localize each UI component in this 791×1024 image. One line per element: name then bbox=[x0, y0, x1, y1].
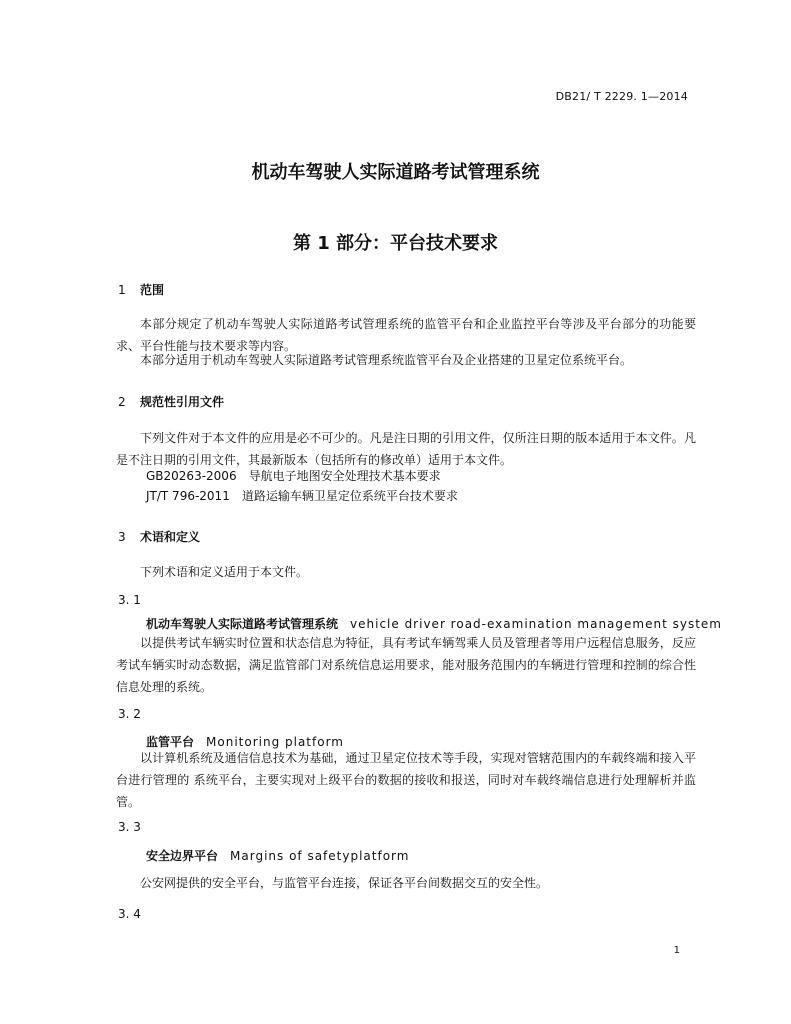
section-heading-scope bbox=[118, 281, 164, 298]
section-number: 1 bbox=[118, 283, 126, 297]
section-number: 3 bbox=[118, 530, 126, 544]
references-paragraph: 下列文件对于本文件的应用是必不可少的。凡是注日期的引用文件，仅所注日期的版本适用于本文件。凡是不注日期的引用文件，其最新版本（包括所有的修改单）适用于本文件。 bbox=[116, 431, 696, 467]
scope-paragraph-1: 本部分规定了机动车驾驶人实际道路考试管理系统的监管平台和企业监控平台等涉及平台部分的功能要求、平台性能与技术要求等内容。 bbox=[116, 317, 696, 353]
scope-paragraph-2: 本部分适用于机动车驾驶人实际道路考试管理系统监管平台及企业搭建的卫星定位系统平台。 bbox=[140, 353, 633, 367]
term-definition: 以提供考试车辆实时位置和状态信息为特征，具有考试车辆驾乘人员及管理者等用户远程信息服务，反应考试车辆实时动态数据，满足监管部门对系统信息运用要求，能对服务范围内的车辆进行管理和控制的综合性信息处理的系统。 bbox=[116, 636, 696, 694]
reference-item-jt796: JT/T 796-2011 道路运输车辆卫星定位系统平台技术要求 bbox=[146, 489, 458, 503]
section-title: 范围 bbox=[140, 283, 165, 297]
section-heading-terms bbox=[118, 528, 200, 545]
term-zh: 机动车驾驶人实际道路考试管理系统 bbox=[146, 617, 339, 631]
term-number: 3. 3 bbox=[118, 820, 141, 834]
section-heading-normative-references bbox=[118, 393, 224, 410]
standard-code: DB21/ T 2229. 1—2014 bbox=[555, 90, 688, 103]
page-number: 1 bbox=[673, 945, 680, 956]
reference-item-gb20263: GB20263-2006 导航电子地图安全处理技术基本要求 bbox=[146, 469, 441, 483]
section-title: 规范性引用文件 bbox=[140, 395, 225, 409]
term-en: vehicle driver road-examination management system bbox=[350, 617, 722, 631]
term-heading bbox=[146, 615, 722, 632]
term-definition: 以计算机系统及通信信息技术为基础，通过卫星定位技术等手段，实现对管辖范围内的车载终端和接入平台进行管理的 系统平台，主要实现对上级平台的数据的接收和报送，同时对车载终端信息进行处理解析并监管。 bbox=[116, 751, 696, 809]
term-en: Margins of safetyplatform bbox=[230, 849, 410, 863]
part-title: 第 1 部分：平台技术要求 bbox=[292, 233, 499, 254]
term-number: 3. 2 bbox=[118, 707, 141, 721]
term-heading bbox=[146, 847, 409, 864]
terms-intro-paragraph: 下列术语和定义适用于本文件。 bbox=[140, 565, 309, 579]
term-zh: 监管平台 bbox=[146, 735, 195, 749]
document-title: 机动车驾驶人实际道路考试管理系统 bbox=[251, 162, 540, 183]
term-en: Monitoring platform bbox=[206, 735, 344, 749]
term-definition: 公安网提供的安全平台，与监管平台连接，保证各平台间数据交互的安全性。 bbox=[140, 876, 549, 890]
term-zh: 安全边界平台 bbox=[146, 849, 219, 863]
section-title: 术语和定义 bbox=[140, 530, 201, 544]
term-number: 3. 4 bbox=[118, 907, 141, 921]
section-number: 2 bbox=[118, 395, 126, 409]
term-number: 3. 1 bbox=[118, 593, 141, 607]
